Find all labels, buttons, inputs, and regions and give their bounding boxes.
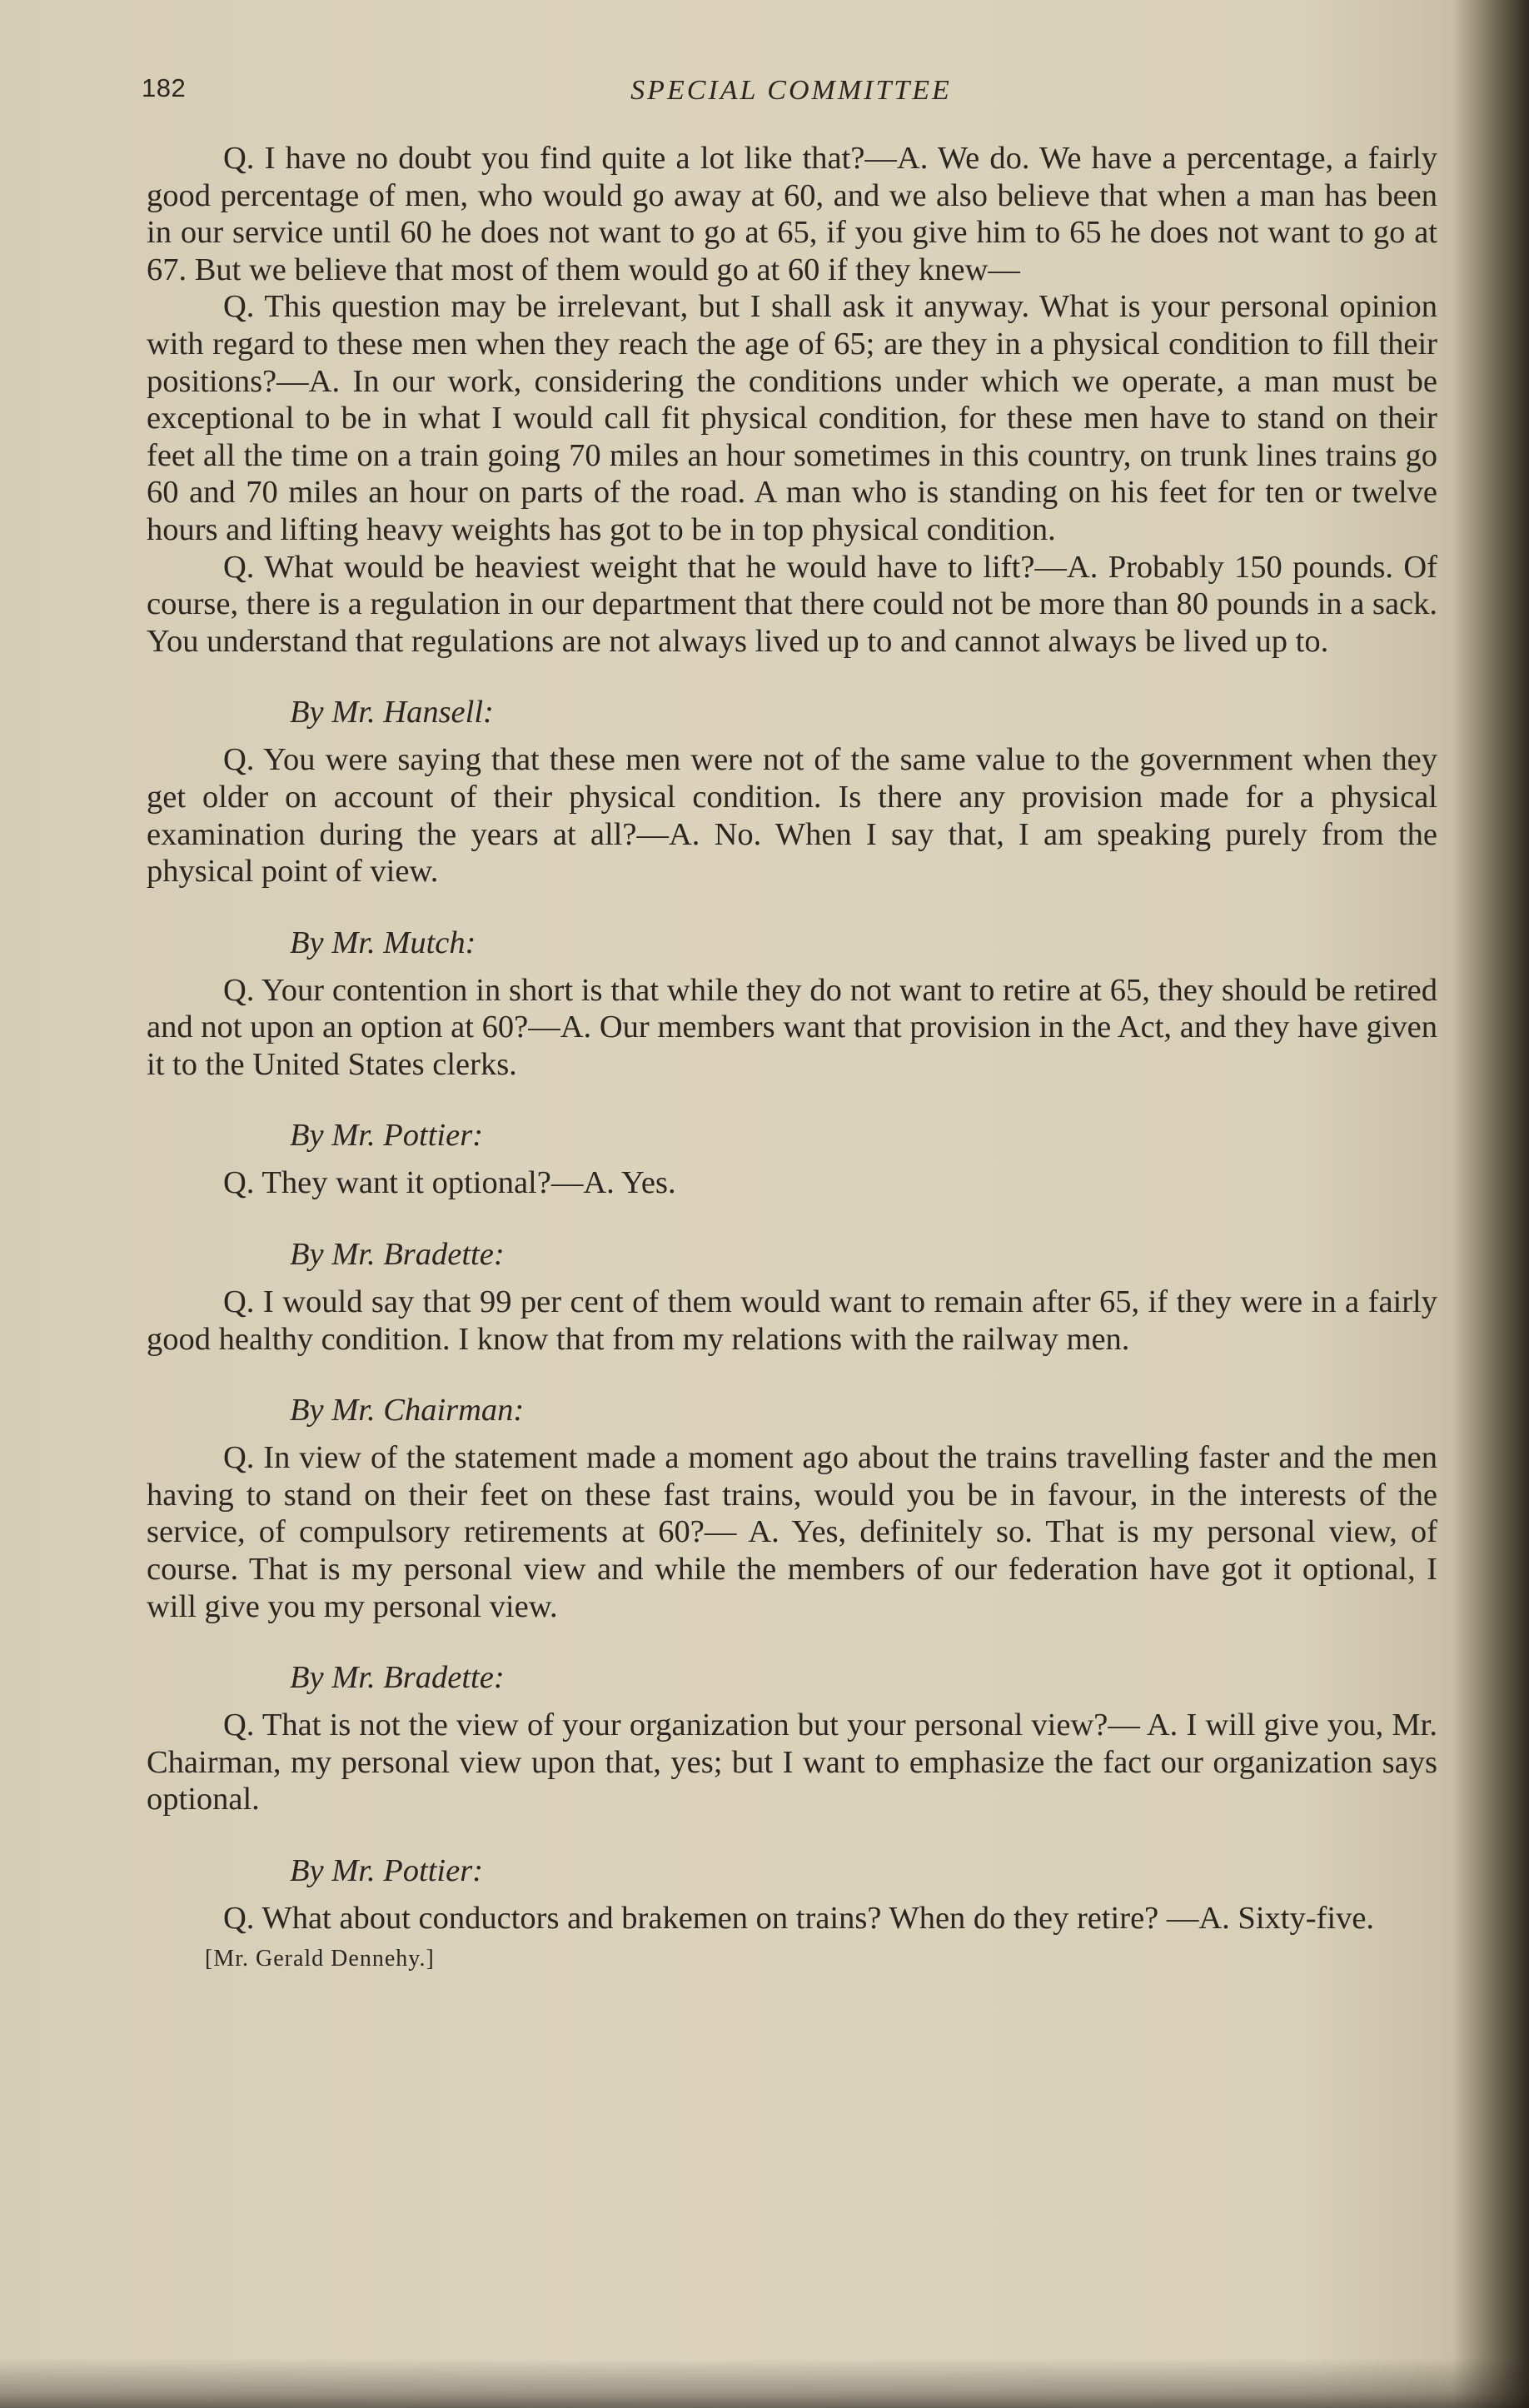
qa-paragraph: Q. You were saying that these men were not of the same value to the government when they get older on account of their physical condition. Is there any provision made for a physical examination during the years at all?—A. No. When I say that, I am speaking purely from the physical point of view. — [147, 742, 1437, 890]
qa-paragraph: Q. What would be heaviest weight that he would have to lift?—A. Probably 150 pounds. Of course, there is a regulation in our department that there could not be more than 80 pounds in a sack. You understand that regulations are not always lived up to and cannot always be lived up to. — [147, 549, 1437, 659]
qa-paragraph: Q. That is not the view of your organization but your personal view?— A. I will give you, Mr. Chairman, my personal view upon that, yes; but I want to emphasize the fact our organization says optional. — [147, 1708, 1437, 1817]
qa-paragraph: Q. This question may be irrelevant, but I shall ask it anyway. What is your personal opinion with regard to these men when they reach the age of 65; are they in a physical condition to fill their positions?—A. In our work, considering the conditions under which we operate, a man must be exceptional to be in what I would call fit physical condition, for these men have to stand on their feet all the time on a train going 70 miles an hour sometimes in this country, on trunk lines trains go 60 and 70 miles an hour on parts of the road. A man who is standing on his feet for ten or twelve hours and lifting heavy weights has got to be in top physical condition. — [147, 289, 1437, 547]
qa-paragraph: Q. In view of the statement made a moment ago about the trains travelling faster and the men having to stand on their feet on these fast trains, would you be in favour, in the interests of the service, of compulsory retirements at 60?— A. Yes, definitely so. That is my personal view, of course. That is my personal view and while the members of our federation have got it optional, I will give you my personal view. — [147, 1440, 1437, 1624]
running-head: SPECIAL COMMITTEE — [630, 75, 952, 106]
transcript-body — [147, 140, 1437, 1974]
qa-paragraph: Q. What about conductors and brakemen on trains? When do they retire? —A. Sixty-five. — [223, 1901, 1375, 1936]
speaker-heading: By Mr. Chairman: — [290, 1393, 525, 1428]
page-header — [142, 73, 1441, 115]
qa-paragraph: Q. I would say that 99 per cent of them would want to remain after 65, if they were in a fairly good healthy condition. I know that from my relations with the railway men. — [147, 1284, 1437, 1357]
speaker-heading: By Mr. Mutch: — [290, 925, 476, 960]
speaker-heading: By Mr. Pottier: — [290, 1118, 484, 1154]
speaker-heading: By Mr. Pottier: — [290, 1853, 484, 1888]
speaker-heading: By Mr. Hansell: — [290, 695, 494, 730]
qa-paragraph: Q. I have no doubt you find quite a lot like that?—A. We do. We have a percentage, a fairly good percentage of men, who would go away at 60, and we also believe that when a man has been in our service until 60 he does not want to go at 65, if you give him to 65 he does not want to go at 67. But we believe that most of them would go at 60 if they knew— — [147, 141, 1437, 287]
speaker-heading: By Mr. Bradette: — [290, 1660, 505, 1696]
speaker-heading: By Mr. Bradette: — [290, 1237, 505, 1273]
witness-note: [Mr. Gerald Dennehy.] — [205, 1945, 435, 1972]
page-number: 182 — [142, 73, 187, 102]
qa-paragraph: Q. Your contention in short is that while they do not want to retire at 65, they should be retired and not upon an option at 60?—A. Our members want that provision in the Act, and they have given it to the United States clerks. — [147, 972, 1437, 1082]
qa-paragraph: Q. They want it optional?—A. Yes. — [223, 1165, 676, 1201]
